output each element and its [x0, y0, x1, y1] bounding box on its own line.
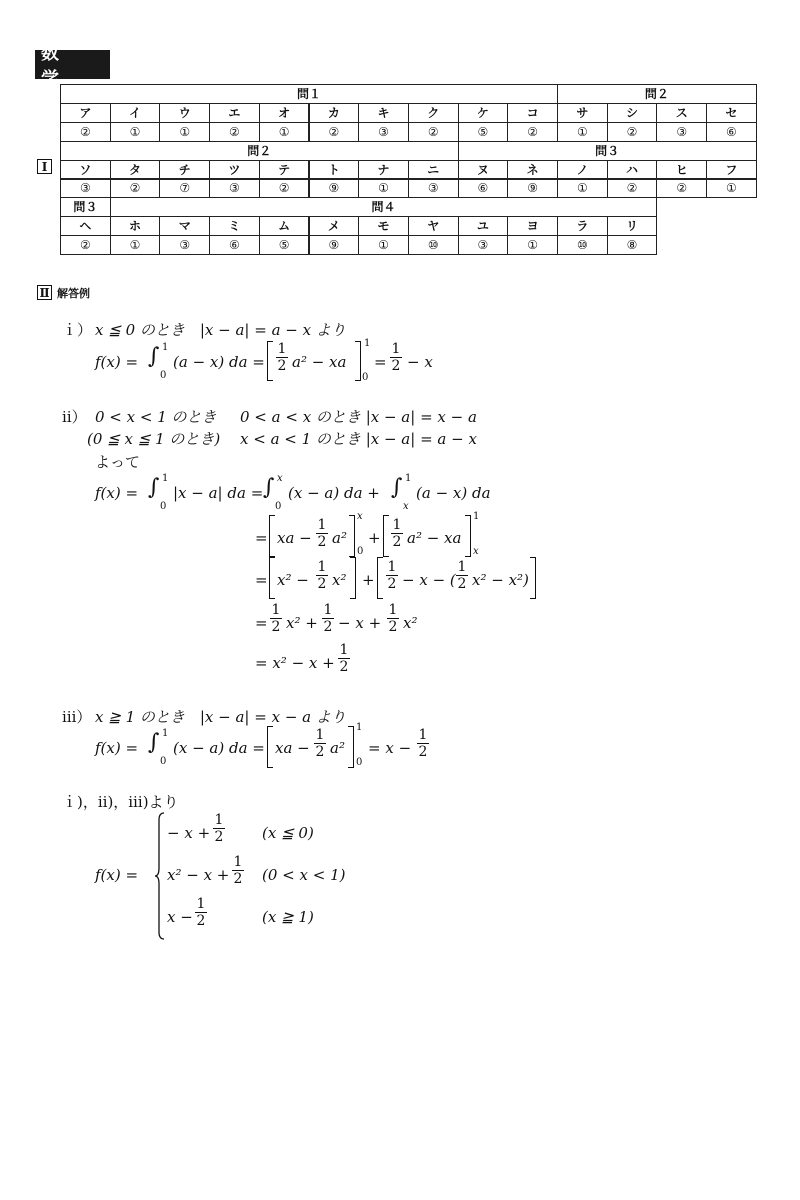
answer-key: ケ — [458, 103, 509, 123]
case2-eq1-b: |x − a| da = — [173, 484, 264, 502]
case1-antiderivative: a² − xa — [292, 353, 347, 371]
group-header: 問２ — [557, 84, 757, 104]
answer-value: ⑨ — [309, 235, 360, 255]
answer-key: ニ — [408, 160, 459, 180]
answer-key: ヒ — [656, 160, 707, 180]
bracket-left — [267, 726, 273, 768]
answer-key: ソ — [60, 160, 111, 180]
answer-value: ② — [60, 122, 111, 142]
piece1-condition: (x ≦ 0) — [262, 824, 314, 842]
lower-limit: x — [473, 546, 479, 557]
answer-value: ③ — [408, 179, 459, 199]
answer-value: ③ — [358, 122, 409, 142]
answer-key: ウ — [159, 103, 210, 123]
fraction-half: 1 2 — [317, 559, 327, 592]
case3-lhs: f(x) = — [95, 739, 139, 757]
case2-cond-d: x < a < 1 のとき |x − a| = a − x — [240, 430, 477, 448]
upper-limit: 1 — [162, 473, 169, 484]
group-header: 問３ — [60, 197, 111, 217]
bracket-left — [267, 341, 273, 381]
answer-value: ② — [110, 179, 161, 199]
answer-value: ③ — [656, 122, 707, 142]
answer-key: ツ — [209, 160, 260, 180]
answer-value: ⑩ — [557, 235, 608, 255]
case2-cond-c: (0 ≦ x ≦ 1 のとき) — [87, 430, 221, 448]
piece1: − x + — [167, 824, 211, 842]
case2-eq5: = x² − x + — [255, 654, 335, 672]
answer-key: モ — [358, 216, 409, 236]
answer-key: シ — [607, 103, 658, 123]
piece3: x − — [167, 908, 193, 926]
upper-limit: 1 — [405, 473, 412, 484]
answer-key: ム — [259, 216, 310, 236]
group-header: 問１ — [60, 84, 558, 104]
answer-value: ② — [507, 122, 558, 142]
bracket-left — [383, 515, 389, 557]
case1-number: ｉ） — [62, 321, 93, 339]
answer-value: ① — [110, 122, 161, 142]
fraction-half: 1 2 — [339, 642, 349, 675]
group-header: 問３ — [458, 141, 757, 161]
fraction-half: 1 2 — [457, 559, 467, 592]
fraction-half: 1 2 — [315, 727, 325, 760]
answer-key: サ — [557, 103, 608, 123]
case1-condition: x ≦ 0 のとき |x − a| = a − x より — [95, 321, 346, 339]
bracket-right — [350, 557, 356, 599]
answer-key: イ — [110, 103, 161, 123]
section2-mark: Ⅱ — [37, 285, 52, 300]
answer-value: ⑤ — [458, 122, 509, 142]
answer-value: ⑧ — [607, 235, 658, 255]
piece2-condition: (0 < x < 1) — [262, 866, 346, 884]
answer-key: カ — [309, 103, 360, 123]
lower-limit: x — [403, 501, 409, 512]
answer-value: ① — [358, 235, 409, 255]
answer-key: ア — [60, 103, 111, 123]
case3-number: ⅲ） — [62, 708, 92, 726]
upper-limit: x — [357, 511, 363, 522]
answer-key: ヨ — [507, 216, 558, 236]
answer-key: ク — [408, 103, 459, 123]
fraction-half: 1 2 — [233, 854, 243, 887]
fraction-half: 1 2 — [214, 812, 224, 845]
answer-key: タ — [110, 160, 161, 180]
lower-limit: 0 — [356, 757, 363, 768]
case2-eq1-c: (x − a) da + — [288, 484, 380, 502]
answer-value: ③ — [60, 179, 111, 199]
fraction-half: 1 2 — [196, 896, 206, 929]
bracket-right — [349, 515, 355, 557]
answer-value: ⑤ — [259, 235, 310, 255]
answer-key: ハ — [607, 160, 658, 180]
fraction-half: 1 2 — [387, 559, 397, 592]
answer-key: ナ — [358, 160, 409, 180]
answer-value: ③ — [159, 235, 210, 255]
answer-key: ネ — [507, 160, 558, 180]
answer-value: ③ — [458, 235, 509, 255]
answer-value: ① — [259, 122, 310, 142]
answer-value: ② — [607, 179, 658, 199]
summary-intro: ｉ)，ⅱ)，ⅲ)より — [62, 793, 179, 811]
case2-therefore: よって — [95, 453, 141, 471]
answer-key: ヌ — [458, 160, 509, 180]
answer-value: ⑨ — [507, 179, 558, 199]
lower-limit: 0 — [362, 372, 369, 383]
group-header: 問２ — [60, 141, 459, 161]
answer-key: コ — [507, 103, 558, 123]
answer-key: フ — [706, 160, 757, 180]
answer-value: ② — [259, 179, 310, 199]
lower-limit: 0 — [275, 501, 282, 512]
section1-mark: Ⅰ — [37, 159, 52, 174]
piece3-condition: (x ≧ 1) — [262, 908, 314, 926]
answer-value: ⑩ — [408, 235, 459, 255]
case2-eq1-lhs: f(x) = — [95, 484, 139, 502]
upper-limit: x — [277, 473, 283, 484]
answer-value: ① — [159, 122, 210, 142]
fraction-half: 1 2 — [317, 517, 327, 550]
integral-sign: ∫ — [391, 475, 403, 500]
upper-limit: 1 — [162, 342, 169, 353]
answer-key: オ — [259, 103, 310, 123]
lower-limit: 0 — [160, 370, 167, 381]
case3-condition: x ≧ 1 のとき |x − a| = x − a より — [95, 708, 346, 726]
fraction-half: 1 2 — [391, 341, 401, 374]
answer-key: セ — [706, 103, 757, 123]
fraction-half: 1 2 — [388, 602, 398, 635]
case2-cond-a: 0 < x < 1 のとき — [95, 408, 217, 426]
answer-key: ヘ — [60, 216, 111, 236]
answer-key: マ — [159, 216, 210, 236]
upper-limit: 1 — [356, 722, 363, 733]
answer-value: ⑥ — [458, 179, 509, 199]
answer-value: ② — [309, 122, 360, 142]
answer-value: ① — [358, 179, 409, 199]
summary-lhs: f(x) = — [95, 866, 139, 884]
case2-cond-b: 0 < a < x のとき |x − a| = x − a — [240, 408, 477, 426]
case3-result: = x − — [368, 739, 412, 757]
bracket-right — [348, 726, 354, 768]
answer-value: ② — [607, 122, 658, 142]
answer-key: ホ — [110, 216, 161, 236]
answer-key: ト — [309, 160, 360, 180]
upper-limit: 1 — [473, 511, 480, 522]
section2-label: 解答例 — [57, 287, 90, 300]
lower-limit: 0 — [160, 756, 167, 767]
answer-key: リ — [607, 216, 658, 236]
bracket-left — [377, 557, 383, 599]
answer-value: ⑥ — [706, 122, 757, 142]
integral-sign: ∫ — [263, 475, 275, 500]
answer-key: メ — [309, 216, 360, 236]
answer-value: ① — [557, 122, 608, 142]
answer-value: ① — [557, 179, 608, 199]
bracket-left — [269, 557, 275, 599]
integral-sign: ∫ — [148, 475, 160, 500]
answer-value: ⑦ — [159, 179, 210, 199]
case1-integrand: (a − x) da = — [173, 353, 265, 371]
answer-key: ユ — [458, 216, 509, 236]
case2-eq1-d: (a − x) da — [416, 484, 491, 502]
answer-value: ⑥ — [209, 235, 260, 255]
answer-key: ミ — [209, 216, 260, 236]
answer-value: ① — [706, 179, 757, 199]
lower-limit: 0 — [160, 501, 167, 512]
bracket-right — [465, 515, 471, 557]
bracket-right — [530, 557, 536, 599]
fraction-half: 1 2 — [392, 517, 402, 550]
fraction-half: 1 2 — [271, 602, 281, 635]
answer-table — [60, 84, 756, 254]
answer-key: ノ — [557, 160, 608, 180]
subject-title: 数 学 — [35, 50, 110, 79]
group-header: 問４ — [110, 197, 658, 217]
case1-result: − x — [407, 353, 433, 371]
case1-lhs: f(x) = — [95, 353, 139, 371]
bracket-left — [269, 515, 275, 557]
answer-key: ヤ — [408, 216, 459, 236]
answer-value: ② — [408, 122, 459, 142]
answer-value: ② — [60, 235, 111, 255]
answer-key: エ — [209, 103, 260, 123]
answer-value: ① — [110, 235, 161, 255]
answer-value: ③ — [209, 179, 260, 199]
integral-sign: ∫ — [148, 344, 160, 369]
answer-value: ⑨ — [309, 179, 360, 199]
answer-key: チ — [159, 160, 210, 180]
fraction-half: 1 2 — [323, 602, 333, 635]
answer-value: ① — [507, 235, 558, 255]
answer-value: ② — [209, 122, 260, 142]
answer-value: ② — [656, 179, 707, 199]
answer-key: ス — [656, 103, 707, 123]
integral-sign: ∫ — [148, 730, 160, 755]
case2-number: ⅱ） — [62, 408, 87, 426]
upper-limit: 1 — [364, 338, 371, 349]
curly-brace-icon — [155, 812, 165, 940]
fraction-half: 1 2 — [277, 341, 287, 374]
bracket-right — [355, 341, 361, 381]
lower-limit: 0 — [357, 546, 364, 557]
upper-limit: 1 — [162, 728, 169, 739]
answer-key: ラ — [557, 216, 608, 236]
piece2: x² − x + — [167, 866, 230, 884]
answer-key: キ — [358, 103, 409, 123]
answer-key: テ — [259, 160, 310, 180]
fraction-half: 1 2 — [418, 727, 428, 760]
